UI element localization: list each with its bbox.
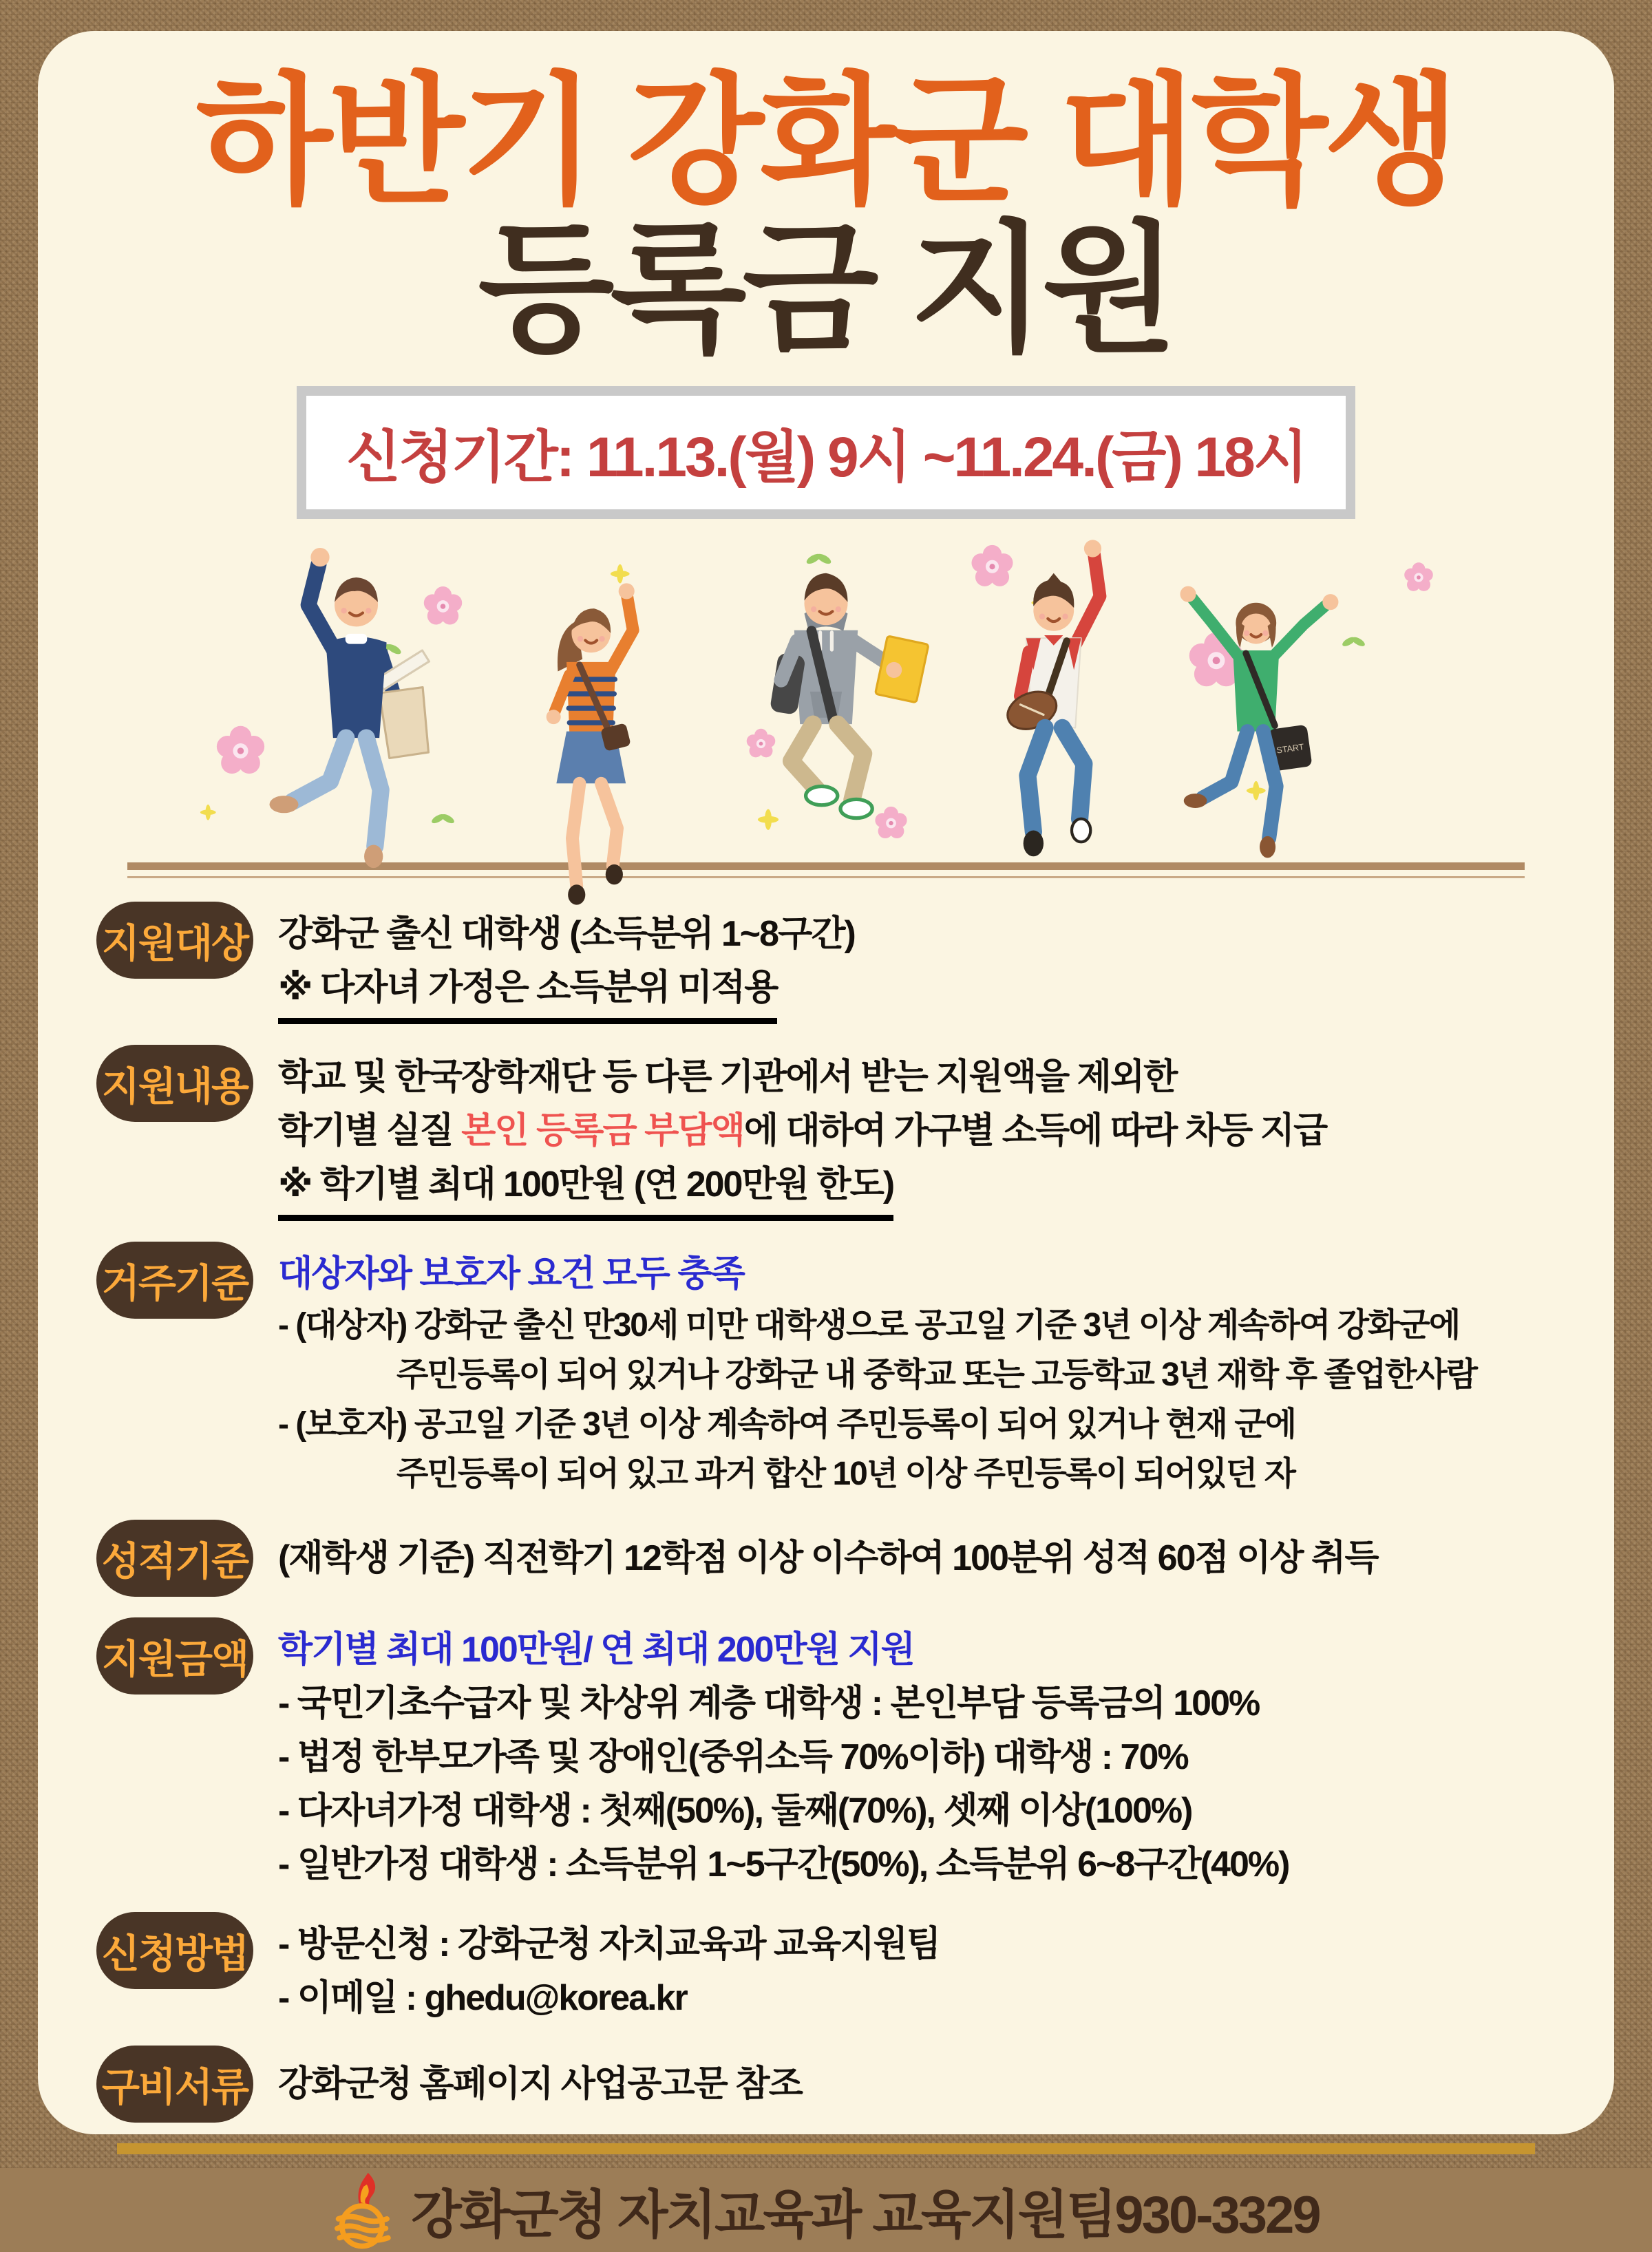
target-line1: 강화군 출신 대학생 (소득분위 1~8구간): [278, 914, 855, 954]
student-red-raglan: [1002, 540, 1101, 856]
content-line3: ※ 학기별 최대 100만원 (연 200만원 한도): [278, 1158, 893, 1221]
documents-line1: 강화군청 홈페이지 사업공고문 참조: [278, 2064, 802, 2104]
apply-line2: - 이메일 : ghedu@korea.kr: [278, 1978, 687, 2018]
poster-card: [38, 31, 1614, 2244]
amount-line4: - 일반가정 대학생 : 소득분위 1~5구간(50%), 소득분위 6~8구간(40%): [278, 1845, 1289, 1884]
grade-line1: (재학생 기준) 직전학기 12학점 이상 이수하여 100분위 성적 60점 이상 취득: [278, 1538, 1378, 1578]
residency-line1: - (대상자) 강화군 출신 만30세 미만 대학생으로 공고일 기준 3년 이상 계속하여 강화군에: [278, 1307, 1460, 1343]
section-content: [96, 1045, 1587, 1221]
apply-line1: - 방문신청 : 강화군청 자치교육과 교육지원팀: [278, 1924, 940, 1964]
residency-line1b: 주민등록이 되어 있거나 강화군 내 중학교 또는 고등학교 3년 재학 후 졸업한사람: [396, 1357, 1477, 1393]
target-badge: 지원대상: [96, 902, 253, 979]
footer-gold-bar: [117, 2143, 1535, 2154]
documents-badge: 구비서류: [96, 2046, 253, 2123]
residency-badge: 거주기준: [96, 1242, 253, 1319]
student-green-sweater: [1180, 586, 1339, 858]
content-line2: 학기별 실질 본인 등록금 부담액에 대하여 가구별 소득에 따라 차등 지급: [278, 1111, 1327, 1151]
section-apply: [96, 1912, 1587, 2025]
application-period-row: [38, 386, 1614, 519]
ganghwa-flame-torch-icon: [332, 2168, 392, 2252]
poster-title-line1: 하반기 강화군 대학생: [195, 63, 1457, 220]
poster-title-line2: 등록금 지원: [478, 211, 1174, 368]
residency-heading: 대상자와 보호자 요건 모두 충족: [278, 1254, 744, 1294]
apply-badge: 신청방법: [96, 1912, 253, 1989]
student-gray-hoodie: [770, 573, 929, 818]
student-striped-top: [547, 583, 635, 904]
content-line1: 학교 및 한국장학재단 등 다른 기관에서 받는 지원액을 제외한: [278, 1057, 1177, 1097]
section-residency: [96, 1242, 1587, 1499]
blossom-decoration: [217, 726, 264, 774]
amount-line1: - 국민기초수급자 및 차상위 계층 대학생 : 본인부담 등록금의 100%: [278, 1683, 1260, 1723]
amount-heading: 학기별 최대 100만원/ 연 최대 200만원 지원: [278, 1630, 914, 1670]
residency-line2b: 주민등록이 되어 있고 과거 합산 10년 이상 주민등록이 되어있던 자: [396, 1456, 1295, 1492]
amount-line2: - 법정 한부모가족 및 장애인(중위소득 70%이하) 대학생 : 70%: [278, 1737, 1188, 1777]
section-documents: [96, 2046, 1587, 2123]
application-period-box: [297, 386, 1355, 519]
illustration-divider-thick: [127, 862, 1525, 870]
students-illustration-wrap: [38, 534, 1614, 856]
grade-badge: 성적기준: [96, 1520, 253, 1597]
section-target: [96, 902, 1587, 1024]
content-badge: 지원내용: [96, 1045, 253, 1122]
amount-line3: - 다자녀가정 대학생 : 첫째(50%), 둘째(70%), 셋째 이상(100%): [278, 1791, 1192, 1831]
student-navy-sweater: [270, 548, 430, 868]
content-line2-highlight: 본인 등록금 부담액: [461, 1111, 744, 1151]
amount-badge: 지원금액: [96, 1617, 253, 1695]
students-illustration: [138, 534, 1514, 852]
section-grade: [96, 1520, 1587, 1597]
info-sections: [38, 878, 1614, 2123]
bag-label: START: [1275, 742, 1305, 756]
application-period-text: 신청기간: 11.13.(월) 9시 ~11.24.(금) 18시: [346, 426, 1306, 489]
footer: [38, 2168, 1614, 2252]
section-amount: [96, 1617, 1587, 1891]
target-line2: ※ 다자녀 가정은 소득분위 미적용: [278, 961, 777, 1024]
residency-line2: - (보호자) 공고일 기준 3년 이상 계속하여 주민등록이 되어 있거나 현재 군에: [278, 1406, 1296, 1443]
footer-contact: 강화군청 자치교육과 교육지원팀930-3329: [411, 2185, 1320, 2244]
